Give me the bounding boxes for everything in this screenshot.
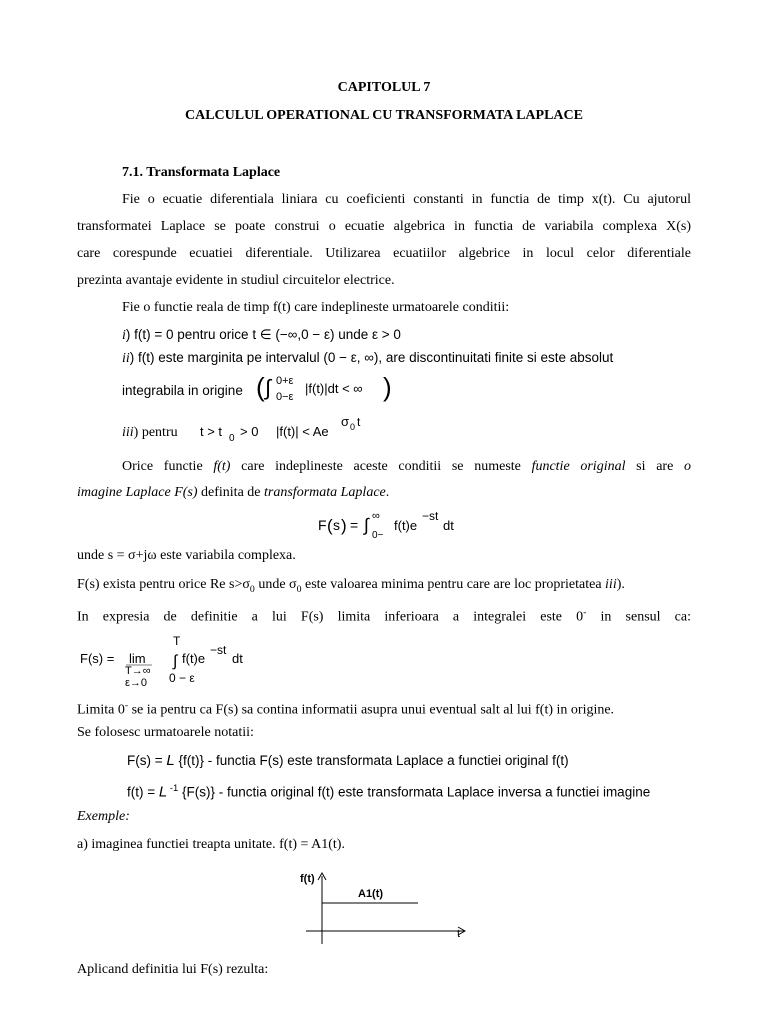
- svg-text:t: t: [357, 415, 361, 429]
- graph-x-label: t: [457, 928, 461, 940]
- svg-text:t > t: t > t: [200, 424, 223, 439]
- lower-limit-text: In expresia de definitie a lui F(s) limita inferioara a integralei este 0- in sensul ca:: [77, 607, 691, 625]
- svg-text:σ: σ: [341, 414, 350, 429]
- svg-text:−st: −st: [210, 643, 227, 657]
- existence-text: F(s) exista pentru orice Re $s>\sigma_0$ unde $\sigma_0$ este valoarea minima pentru care are loc proprietatea iii).: [77, 577, 625, 595]
- laplace-definition-formula: [316, 506, 476, 542]
- paragraph-line: transformatei Laplace se poate construi o ecuatie algebrica in functia de variabila complexa X(s): [77, 219, 691, 234]
- condition-text: integrabila in origine: [122, 383, 243, 398]
- svg-text:): ): [383, 372, 392, 402]
- svg-text:> 0: > 0: [240, 424, 259, 439]
- example-a: a) imaginea functiei treapta unitate. f(t) = A1(t).: [77, 837, 345, 852]
- svg-text:(: (: [256, 372, 265, 402]
- graph-curve-label: A1(t): [358, 888, 384, 900]
- limit-formula: [77, 630, 287, 688]
- section-title: 7.1. Transformata Laplace: [122, 165, 281, 180]
- condition-label: iii: [122, 425, 134, 440]
- svg-text:ε→0: ε→0: [125, 677, 148, 688]
- chapter-number: CAPITOLUL 7: [337, 80, 431, 95]
- svg-text:0+ε: 0+ε: [276, 375, 294, 387]
- svg-text:|f(t)|dt < ∞: |f(t)|dt < ∞: [305, 381, 363, 396]
- condition-label: i: [122, 328, 126, 343]
- svg-text:0 − ε: 0 − ε: [169, 671, 195, 685]
- condition-ii: [122, 349, 691, 368]
- svg-text:|f(t)| < Ae: |f(t)| < Ae: [276, 424, 329, 439]
- paragraph-line: care corespunde ecuatiei diferentiale. Utilizarea ecuatiilor algebrice in locul celor diferentiale: [77, 246, 691, 261]
- svg-text:(: (: [327, 516, 333, 535]
- svg-text:0−: 0−: [372, 530, 384, 541]
- svg-text:s: s: [333, 517, 340, 533]
- limit-explanation: Limita 0- se ia pentru ca F(s) sa contina informatii asupra unui eventual salt al lui f(t) in origine.: [77, 700, 615, 718]
- svg-text:0: 0: [350, 422, 356, 432]
- condition-i: [122, 326, 691, 345]
- svg-text:lim: lim: [129, 651, 146, 666]
- svg-text:F: F: [318, 517, 327, 533]
- condition-text: ) f(t) = 0 pentru orice t ∈ (−∞,0 − ε) unde ε > 0: [125, 327, 401, 342]
- condition-label: ii: [122, 351, 130, 366]
- condition-text: ) pentru: [133, 425, 178, 440]
- paragraph-line: Fie o ecuatie diferentiala liniara cu coeficienti constanti in functia de timp x(t). Cu ajutorul: [122, 192, 691, 207]
- svg-text:f(t)e: f(t)e: [394, 518, 418, 533]
- paragraph-line: prezinta avantaje evidente in studiul circuitelor electrice.: [77, 273, 395, 288]
- svg-text:dt: dt: [443, 518, 454, 533]
- svg-text:∫: ∫: [265, 375, 272, 400]
- integrability-formula: [255, 368, 395, 408]
- notation-laplace: F(s) = L {f(t)} - functia F(s) este transformata Laplace a functiei original f(t): [127, 752, 569, 769]
- conditions-intro: Fie o functie reala de timp f(t) care indeplineste urmatoarele conditii:: [122, 300, 510, 315]
- svg-text:): ): [341, 516, 347, 535]
- examples-heading: Exemple:: [77, 809, 130, 824]
- svg-text:0−ε: 0−ε: [276, 391, 294, 403]
- condition-text: ) f(t) este marginita pe intervalul (0 − ε, ∞), are discontinuitati finite si este absolut: [129, 350, 614, 365]
- unit-step-graph: [296, 864, 476, 946]
- condition-ii-line2: [122, 382, 691, 400]
- svg-text:0: 0: [229, 433, 235, 444]
- svg-text:f(t)e: f(t)e: [182, 651, 206, 666]
- original-paragraph-line2: imagine Laplace F(s) definita de transformata Laplace.: [77, 485, 390, 500]
- applying-definition-text: Aplicand definitia lui F(s) rezulta:: [77, 962, 269, 977]
- svg-text:dt: dt: [232, 651, 243, 666]
- svg-text:T: T: [173, 634, 181, 648]
- complex-variable-text: unde s = σ+jω este variabila complexa.: [77, 548, 296, 563]
- svg-text:∫: ∫: [364, 515, 369, 535]
- svg-text:−st: −st: [422, 509, 439, 523]
- notations-intro: Se folosesc urmatoarele notatii:: [77, 725, 254, 740]
- svg-text:T→∞: T→∞: [125, 665, 151, 677]
- svg-text:F(s) =: F(s) =: [80, 651, 115, 666]
- chapter-title: CALCULUL OPERATIONAL CU TRANSFORMATA LAPLACE: [184, 108, 583, 123]
- graph-y-label: f(t): [300, 873, 315, 885]
- notation-inverse-laplace: f(t) = L $^{-1}$ {F(s)} - functia original f(t) este transformata Laplace inversa a functiei imagine: [127, 783, 651, 801]
- exponential-bound-formula: [198, 410, 378, 444]
- original-paragraph-line1: Orice functie f(t) care indeplineste aceste conditii se numeste functie original si are o: [122, 459, 691, 474]
- svg-text:=: =: [350, 517, 359, 533]
- svg-text:∞: ∞: [372, 510, 380, 522]
- svg-text:∫: ∫: [173, 653, 178, 670]
